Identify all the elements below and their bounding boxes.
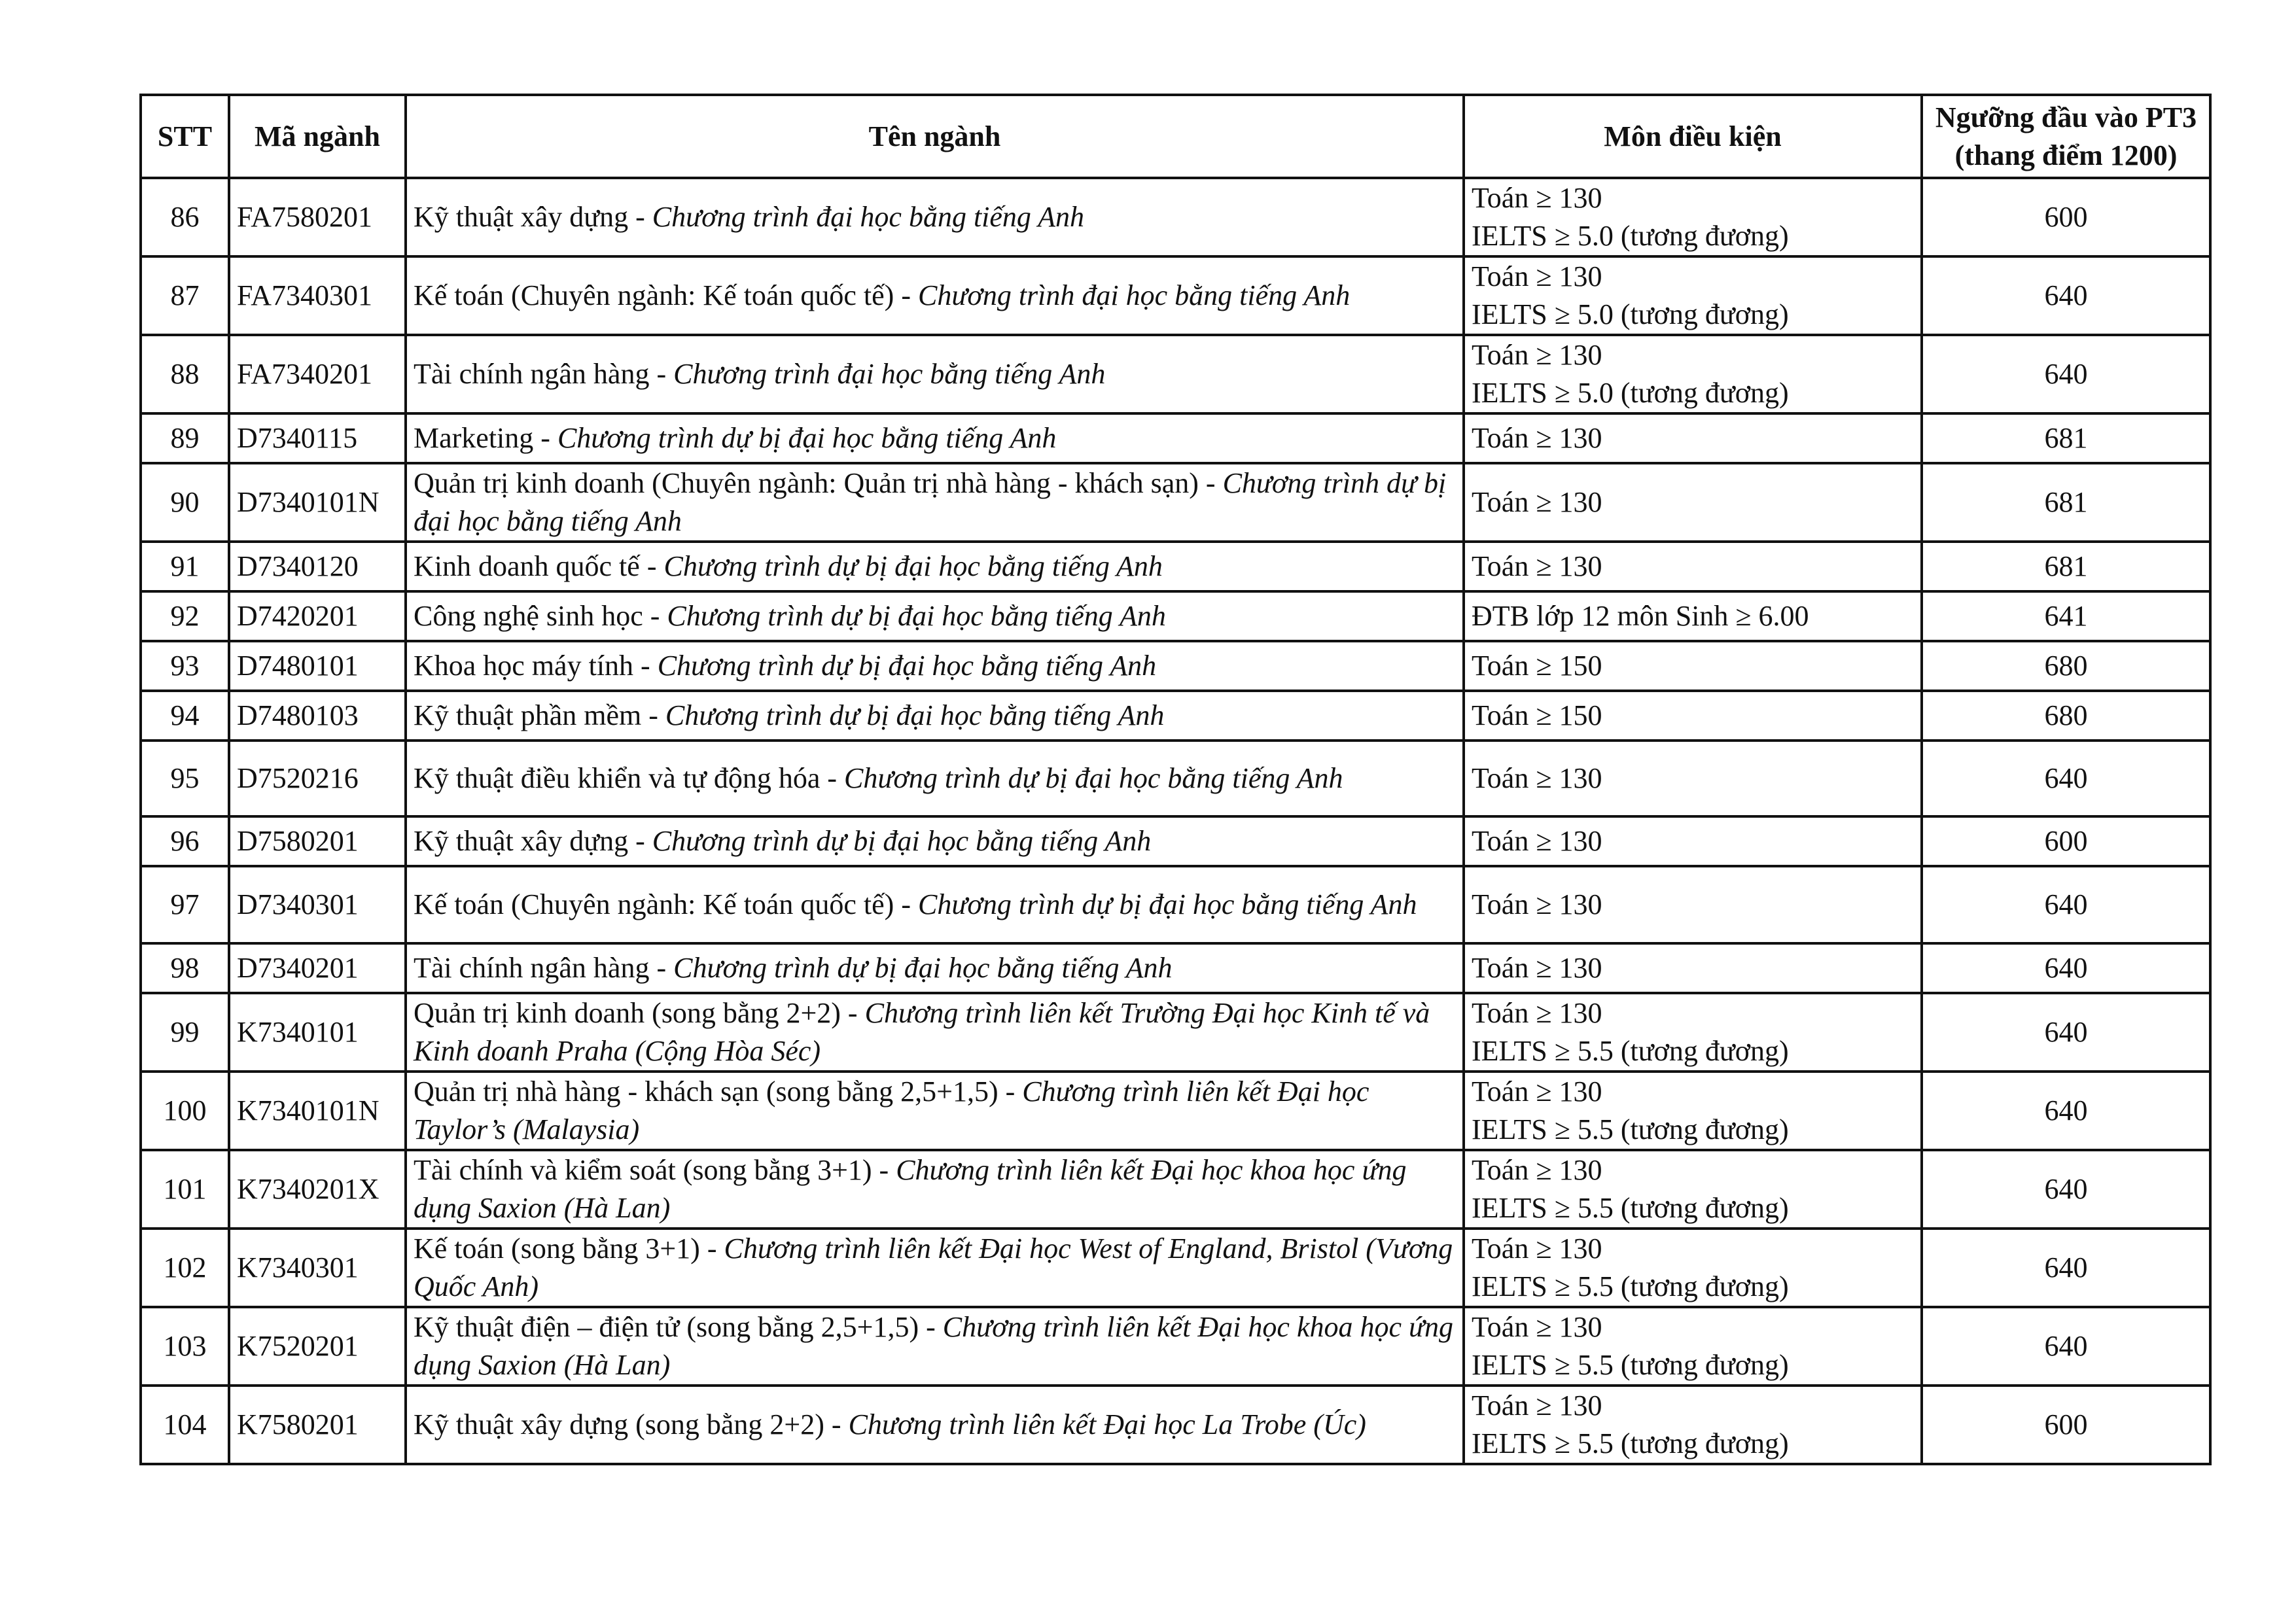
- cell-threshold: 640: [1922, 335, 2210, 413]
- table-row: [141, 741, 2210, 816]
- cell-name: [406, 1150, 1464, 1229]
- condition-line: Toán ≥ 130: [1472, 182, 1602, 214]
- cell-name: [406, 335, 1464, 413]
- cell-code: K7340101: [229, 993, 406, 1072]
- condition-line: IELTS ≥ 5.5 (tương đương): [1472, 1192, 1789, 1224]
- cell-stt: 88: [141, 335, 229, 413]
- cell-name: [406, 178, 1464, 256]
- cell-code: D7480103: [229, 691, 406, 741]
- cell-stt: 103: [141, 1307, 229, 1386]
- major-name: Kỹ thuật điện – điện tử (song bằng 2,5+1,5) -: [414, 1311, 943, 1343]
- cell-name: [406, 542, 1464, 591]
- table-row: [141, 1307, 2210, 1386]
- major-name: Quản trị kinh doanh (Chuyên ngành: Quản trị nhà hàng - khách sạn) -: [414, 467, 1223, 499]
- program-name: Chương trình liên kết Đại học Taylor’s (Malaysia): [414, 1075, 1369, 1145]
- cell-stt: 98: [141, 943, 229, 993]
- major-name: Kỹ thuật xây dựng -: [414, 201, 652, 233]
- header-code: Mã ngành: [229, 95, 406, 178]
- cell-threshold: 640: [1922, 1150, 2210, 1229]
- condition-line: Toán ≥ 130: [1472, 486, 1602, 518]
- cell-stt: 90: [141, 463, 229, 542]
- program-name: Chương trình liên kết Đại học La Trobe (Úc): [848, 1408, 1366, 1440]
- condition-line: Toán ≥ 130: [1472, 422, 1602, 454]
- cell-threshold: 640: [1922, 741, 2210, 816]
- condition-line: Toán ≥ 130: [1472, 260, 1602, 292]
- major-name: Kế toán (Chuyên ngành: Kế toán quốc tế) -: [414, 888, 918, 920]
- table-body: [141, 178, 2210, 1464]
- cell-stt: 104: [141, 1386, 229, 1464]
- cell-condition: [1464, 993, 1922, 1072]
- major-name: Kỹ thuật điều khiển và tự động hóa -: [414, 762, 845, 794]
- header-row: [141, 95, 2210, 178]
- cell-condition: [1464, 463, 1922, 542]
- cell-code: D7580201: [229, 816, 406, 866]
- cell-code: K7340101N: [229, 1072, 406, 1150]
- cell-stt: 86: [141, 178, 229, 256]
- program-name: Chương trình đại học bằng tiếng Anh: [918, 279, 1351, 311]
- cell-stt: 94: [141, 691, 229, 741]
- program-name: Chương trình liên kết Đại học khoa học ứng dụng Saxion (Hà Lan): [414, 1311, 1454, 1381]
- cell-threshold: 600: [1922, 816, 2210, 866]
- cell-condition: [1464, 741, 1922, 816]
- cell-condition: [1464, 178, 1922, 256]
- header-threshold: [1922, 95, 2210, 178]
- cell-code: K7340201X: [229, 1150, 406, 1229]
- header-stt: STT: [141, 95, 229, 178]
- cell-stt: 95: [141, 741, 229, 816]
- cell-condition: [1464, 591, 1922, 641]
- condition-line: IELTS ≥ 5.0 (tương đương): [1472, 298, 1789, 330]
- cell-threshold: 640: [1922, 866, 2210, 943]
- major-name: Kỹ thuật xây dựng -: [414, 825, 652, 857]
- condition-line: ĐTB lớp 12 môn Sinh ≥ 6.00: [1472, 600, 1809, 632]
- cell-stt: 97: [141, 866, 229, 943]
- cell-code: D7340115: [229, 413, 406, 463]
- cell-code: FA7340201: [229, 335, 406, 413]
- cell-condition: [1464, 1386, 1922, 1464]
- major-name: Quản trị kinh doanh (song bằng 2+2) -: [414, 997, 865, 1029]
- cell-condition: [1464, 542, 1922, 591]
- table-row: [141, 413, 2210, 463]
- condition-line: Toán ≥ 130: [1472, 1075, 1602, 1108]
- major-name: Kế toán (Chuyên ngành: Kế toán quốc tế) -: [414, 279, 918, 311]
- major-name: Kinh doanh quốc tế -: [414, 550, 664, 582]
- condition-line: IELTS ≥ 5.5 (tương đương): [1472, 1270, 1789, 1302]
- table-row: [141, 256, 2210, 335]
- cell-stt: 91: [141, 542, 229, 591]
- cell-condition: [1464, 943, 1922, 993]
- cell-name: [406, 1072, 1464, 1150]
- condition-line: Toán ≥ 130: [1472, 339, 1602, 371]
- cell-stt: 87: [141, 256, 229, 335]
- cell-code: D7340120: [229, 542, 406, 591]
- cell-threshold: 641: [1922, 591, 2210, 641]
- cell-name: [406, 463, 1464, 542]
- header-threshold-line1: Ngưỡng đầu vào PT3: [1935, 101, 2197, 133]
- header-condition: Môn điều kiện: [1464, 95, 1922, 178]
- cell-name: [406, 816, 1464, 866]
- table-row: [141, 993, 2210, 1072]
- table-row: [141, 1072, 2210, 1150]
- major-name: Marketing -: [414, 422, 557, 454]
- condition-line: Toán ≥ 130: [1472, 1389, 1602, 1422]
- cell-threshold: 681: [1922, 463, 2210, 542]
- cell-name: [406, 641, 1464, 691]
- major-name: Khoa học máy tính -: [414, 650, 658, 682]
- condition-line: Toán ≥ 130: [1472, 762, 1602, 794]
- cell-condition: [1464, 641, 1922, 691]
- cell-code: D7420201: [229, 591, 406, 641]
- table-row: [141, 463, 2210, 542]
- cell-threshold: 681: [1922, 413, 2210, 463]
- program-name: Chương trình dự bị đại học bằng tiếng Anh: [663, 550, 1163, 582]
- cell-code: FA7340301: [229, 256, 406, 335]
- condition-line: Toán ≥ 130: [1472, 997, 1602, 1029]
- admissions-table: [139, 94, 2212, 1465]
- program-name: Chương trình đại học bằng tiếng Anh: [673, 358, 1106, 390]
- cell-name: [406, 413, 1464, 463]
- cell-threshold: 640: [1922, 1072, 2210, 1150]
- cell-stt: 92: [141, 591, 229, 641]
- major-name: Kỹ thuật xây dựng (song bằng 2+2) -: [414, 1408, 849, 1440]
- cell-name: [406, 691, 1464, 741]
- table-row: [141, 591, 2210, 641]
- cell-condition: [1464, 256, 1922, 335]
- table-row: [141, 178, 2210, 256]
- cell-name: [406, 1307, 1464, 1386]
- cell-code: K7580201: [229, 1386, 406, 1464]
- cell-code: K7340301: [229, 1229, 406, 1307]
- condition-line: Toán ≥ 150: [1472, 650, 1602, 682]
- condition-line: Toán ≥ 130: [1472, 550, 1602, 582]
- cell-condition: [1464, 1229, 1922, 1307]
- condition-line: IELTS ≥ 5.5 (tương đương): [1472, 1113, 1789, 1145]
- cell-condition: [1464, 816, 1922, 866]
- major-name: Quản trị nhà hàng - khách sạn (song bằng 2,5+1,5) -: [414, 1075, 1023, 1108]
- program-name: Chương trình dự bị đại học bằng tiếng Anh: [657, 650, 1157, 682]
- cell-stt: 96: [141, 816, 229, 866]
- cell-condition: [1464, 866, 1922, 943]
- cell-condition: [1464, 413, 1922, 463]
- condition-line: Toán ≥ 130: [1472, 952, 1602, 984]
- cell-name: [406, 1229, 1464, 1307]
- cell-threshold: 640: [1922, 943, 2210, 993]
- cell-threshold: 640: [1922, 993, 2210, 1072]
- cell-condition: [1464, 335, 1922, 413]
- major-name: Công nghệ sinh học -: [414, 600, 667, 632]
- cell-name: [406, 256, 1464, 335]
- cell-name: [406, 591, 1464, 641]
- cell-code: K7520201: [229, 1307, 406, 1386]
- cell-stt: 102: [141, 1229, 229, 1307]
- condition-line: Toán ≥ 130: [1472, 1311, 1602, 1343]
- cell-code: D7340301: [229, 866, 406, 943]
- condition-line: IELTS ≥ 5.0 (tương đương): [1472, 377, 1789, 409]
- cell-code: D7480101: [229, 641, 406, 691]
- program-name: Chương trình dự bị đại học bằng tiếng Anh: [673, 952, 1173, 984]
- condition-line: Toán ≥ 130: [1472, 1154, 1602, 1186]
- cell-stt: 93: [141, 641, 229, 691]
- cell-stt: 100: [141, 1072, 229, 1150]
- condition-line: Toán ≥ 130: [1472, 1232, 1602, 1265]
- table-row: [141, 641, 2210, 691]
- cell-threshold: 680: [1922, 691, 2210, 741]
- condition-line: Toán ≥ 130: [1472, 825, 1602, 857]
- program-name: Chương trình dự bị đại học bằng tiếng Anh: [665, 699, 1165, 731]
- cell-condition: [1464, 1307, 1922, 1386]
- program-name: Chương trình liên kết Đại học West of England, Bristol (Vương Quốc Anh): [414, 1232, 1453, 1302]
- cell-code: D7340201: [229, 943, 406, 993]
- program-name: Chương trình dự bị đại học bằng tiếng Anh: [557, 422, 1057, 454]
- cell-condition: [1464, 1150, 1922, 1229]
- cell-stt: 89: [141, 413, 229, 463]
- cell-code: D7340101N: [229, 463, 406, 542]
- cell-name: [406, 741, 1464, 816]
- condition-line: Toán ≥ 130: [1472, 888, 1602, 920]
- program-name: Chương trình liên kết Trường Đại học Kinh tế và Kinh doanh Praha (Cộng Hòa Séc): [414, 997, 1430, 1067]
- condition-line: IELTS ≥ 5.0 (tương đương): [1472, 220, 1789, 252]
- program-name: Chương trình dự bị đại học bằng tiếng Anh: [414, 467, 1447, 537]
- condition-line: IELTS ≥ 5.5 (tương đương): [1472, 1349, 1789, 1381]
- table-row: [141, 816, 2210, 866]
- major-name: Kỹ thuật phần mềm -: [414, 699, 665, 731]
- cell-name: [406, 866, 1464, 943]
- cell-stt: 101: [141, 1150, 229, 1229]
- cell-threshold: 640: [1922, 1229, 2210, 1307]
- cell-threshold: 640: [1922, 256, 2210, 335]
- table-row: [141, 943, 2210, 993]
- cell-condition: [1464, 691, 1922, 741]
- program-name: Chương trình đại học bằng tiếng Anh: [652, 201, 1085, 233]
- table-row: [141, 866, 2210, 943]
- program-name: Chương trình dự bị đại học bằng tiếng Anh: [918, 888, 1417, 920]
- table-row: [141, 691, 2210, 741]
- table-row: [141, 335, 2210, 413]
- header-name: Tên ngành: [406, 95, 1464, 178]
- table-row: [141, 1386, 2210, 1464]
- cell-threshold: 680: [1922, 641, 2210, 691]
- cell-name: [406, 943, 1464, 993]
- program-name: Chương trình liên kết Đại học khoa học ứng dụng Saxion (Hà Lan): [414, 1154, 1407, 1224]
- major-name: Tài chính ngân hàng -: [414, 358, 674, 390]
- major-name: Tài chính và kiểm soát (song bằng 3+1) -: [414, 1154, 896, 1186]
- major-name: Kế toán (song bằng 3+1) -: [414, 1232, 724, 1265]
- header-threshold-line2: (thang điểm 1200): [1954, 139, 2178, 171]
- cell-threshold: 681: [1922, 542, 2210, 591]
- cell-stt: 99: [141, 993, 229, 1072]
- table-row: [141, 542, 2210, 591]
- program-name: Chương trình dự bị đại học bằng tiếng Anh: [844, 762, 1343, 794]
- cell-name: [406, 1386, 1464, 1464]
- cell-name: [406, 993, 1464, 1072]
- major-name: Tài chính ngân hàng -: [414, 952, 674, 984]
- condition-line: IELTS ≥ 5.5 (tương đương): [1472, 1035, 1789, 1067]
- cell-threshold: 600: [1922, 1386, 2210, 1464]
- condition-line: Toán ≥ 150: [1472, 699, 1602, 731]
- table-row: [141, 1229, 2210, 1307]
- condition-line: IELTS ≥ 5.5 (tương đương): [1472, 1427, 1789, 1459]
- cell-threshold: 600: [1922, 178, 2210, 256]
- program-name: Chương trình dự bị đại học bằng tiếng Anh: [652, 825, 1152, 857]
- cell-threshold: 640: [1922, 1307, 2210, 1386]
- table-row: [141, 1150, 2210, 1229]
- cell-condition: [1464, 1072, 1922, 1150]
- cell-code: FA7580201: [229, 178, 406, 256]
- program-name: Chương trình dự bị đại học bằng tiếng Anh: [667, 600, 1166, 632]
- cell-code: D7520216: [229, 741, 406, 816]
